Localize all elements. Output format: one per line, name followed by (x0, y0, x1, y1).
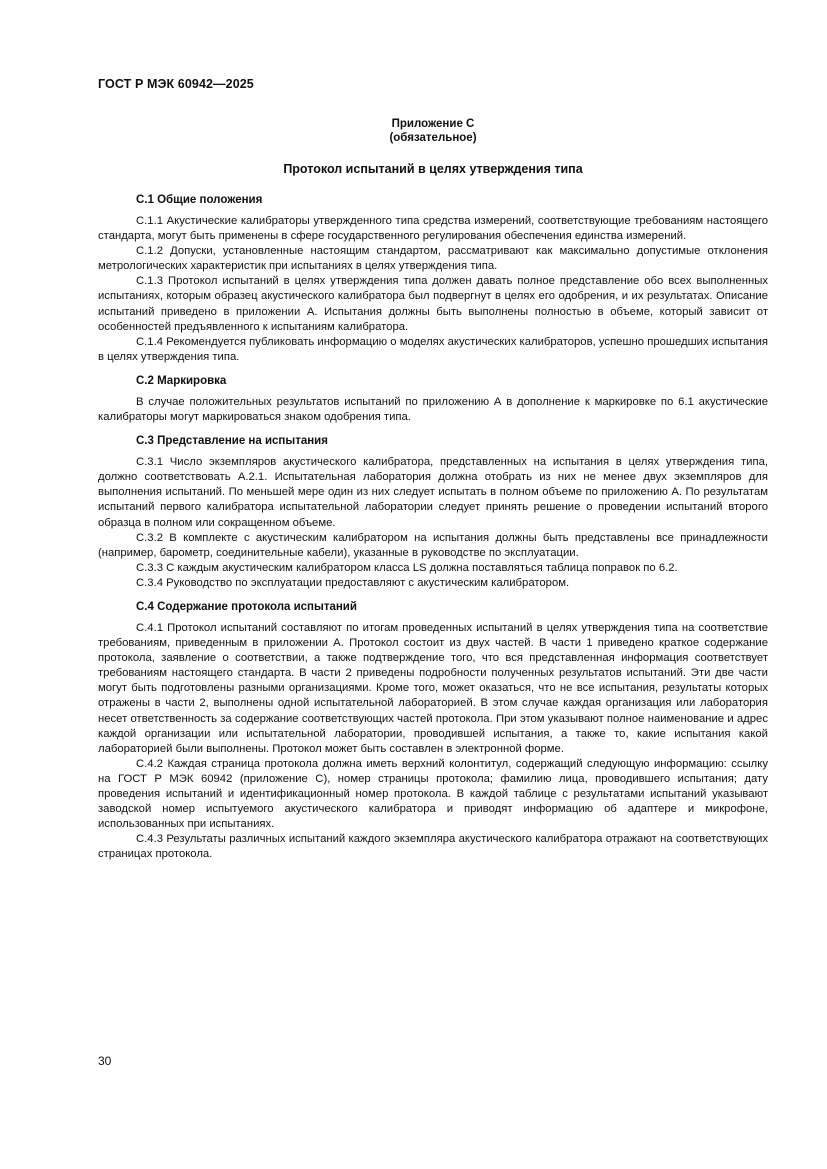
section-heading: С.1 Общие положения (136, 194, 263, 206)
section-heading: С.3 Представление на испытания (136, 435, 328, 448)
paragraph: С.1.1 Акустические калибраторы утвержденного типа средства измерений, соответствующие требованиям настоящего стандарта, могут быть применены в сфере государственного регулирования обеспечения единства измерений. (98, 215, 768, 243)
page-number: 30 (98, 1054, 112, 1068)
paragraph: С.4.1 Протокол испытаний составляют по итогам проведенных испытаний в целях утверждения типа на соответствие требованиям, приведенным в приложении А. Протокол состоит из двух частей. В части 1 приведено краткое содержание протокола, заявление о соответствии, а также подтверждение того, что вся представленная информация соответствует требованиям настоящего стандарта. В части 2 приведены подробности полученных результатов испытаний. Эти две части могут быть подготовлены разными организациями. Кроме того, может оказаться, что не все испытания, результаты которых отражены в части 2, выполнены одной испытательной лабораторией. В этом случае каждая организация или лаборатория несет ответственность за содержание соответствующих частей протокола. При этом указывают полное наименование и адрес каждой организации или испытательной лаборатории, проводившей испытания, а также то, какие испытания какой лабораторией были выполнены. Протокол может быть составлен в электронной форме. (98, 621, 768, 755)
document-title: Протокол испытаний в целях утверждения типа (283, 162, 583, 176)
paragraph: С.3.1 Число экземпляров акустического калибратора, представленных на испытания в целях утверждения типа, должно соответствовать А.2.1. Испытательная лаборатория должна отобрать из них не менее двух экземпляров для выполнения испытаний. По меньшей мере один из них следует испытать в полном объеме по приложению А. По результатам испытаний первого калибратора испытательной лаборатории следует принять решение о проведении испытаний второго образца в полном или сокращенном объеме. (98, 456, 768, 529)
paragraph: С.3.3 С каждым акустическим калибратором класса LS должна поставляться таблица поправок по 6.2. (136, 561, 678, 574)
section-heading: С.2 Маркировка (136, 374, 227, 387)
paragraph: С.4.2 Каждая страница протокола должна иметь верхний колонтитул, содержащий следующую информацию: ссылку на ГОСТ Р МЭК 60942 (приложение С), номер страницы протокола; фамилию лица, проводившего испытания; дату проведения испытаний и идентификационный номер протокола. В каждой таблице с результатами испытаний указывают заводской номер испытуемого акустического калибратора и приводят информацию об адаптере и микрофоне, использованных при испытаниях. (98, 757, 768, 831)
section-c3 (98, 434, 768, 591)
paragraph: С.3.4 Руководство по эксплуатации предоставляют с акустическим калибратором. (136, 576, 570, 589)
annex-status: (обязательное) (389, 132, 477, 144)
document-header: ГОСТ Р МЭК 60942—2025 (98, 77, 254, 91)
section-heading: С.4 Содержание протокола испытаний (136, 600, 357, 613)
paragraph: С.4.3 Результаты различных испытаний каждого экземпляра акустического калибратора отражают на соответствующих страницах протокола. (98, 833, 768, 861)
paragraph: С.1.3 Протокол испытаний в целях утверждения типа должен давать полное представление обо всех выполненных испытаниях, которым образец акустического калибратора был подвергнут в целях его одобрения, и их результатах. Описание испытаний приведено в приложении А. Испытания должны быть выполнены полностью в объеме, который зависит от особенностей предъявленного к испытаниям калибратора. (98, 275, 768, 333)
paragraph: С.3.2 В комплекте с акустическим калибратором на испытания должны быть представлены все принадлежности (например, барометр, соединительные кабели), указанные в руководстве по эксплуатации. (98, 531, 768, 559)
paragraph: С.1.2 Допуски, установленные настоящим стандартом, рассматривают как максимально допустимые отклонения метрологических характеристик при испытаниях в целях утверждения типа. (98, 245, 768, 273)
paragraph: В случае положительных результатов испытаний по приложению А в дополнение к маркировке по 6.1 акустические калибраторы могут маркироваться знаком одобрения типа. (98, 395, 768, 424)
annex-heading (98, 117, 768, 145)
annex-title: Приложение С (391, 118, 475, 130)
section-c1 (98, 193, 768, 365)
paragraph: С.1.4 Рекомендуется публиковать информацию о моделях акустических калибраторов, успешно прошедших испытания в целях утверждения типа. (98, 335, 768, 363)
section-c2 (98, 374, 768, 425)
section-c4 (98, 600, 768, 863)
document-body (98, 193, 768, 871)
